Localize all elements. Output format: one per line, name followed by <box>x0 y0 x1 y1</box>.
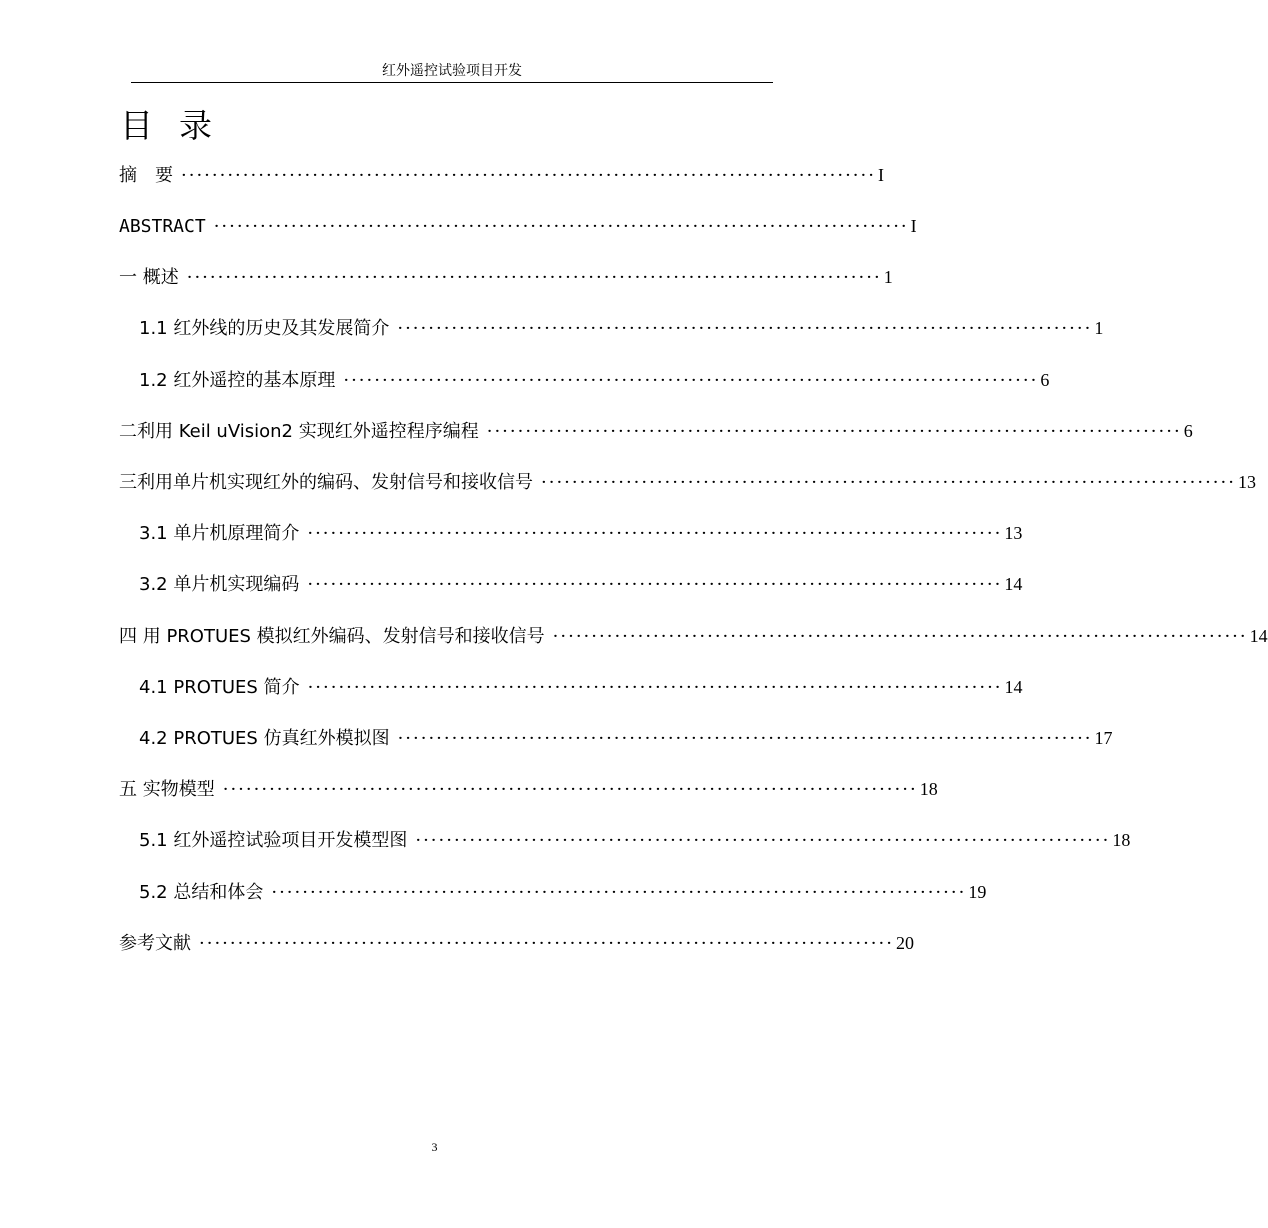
toc-entry-page: I <box>910 216 917 236</box>
toc-entry-label: 五 实物模型 <box>119 779 215 800</box>
toc-entry[interactable] <box>139 828 1131 852</box>
toc-entry-label: 1.1 红外线的历史及其发展简介 <box>139 318 390 339</box>
toc-entry-page: 1 <box>883 267 893 287</box>
toc-leader-dots: ·························································································· <box>552 626 1248 647</box>
toc-entry-label: 4.1 PROTUES 简介 <box>139 677 300 698</box>
toc-leader-dots: ·························································································· <box>307 574 1003 595</box>
toc-entry-page: I <box>877 165 884 185</box>
toc-entry-page: 13 <box>1004 523 1023 543</box>
toc-entry[interactable] <box>139 521 1023 545</box>
toc-entry-page: 18 <box>919 779 938 799</box>
toc-leader-dots: ·························································································· <box>186 267 882 288</box>
toc-entry-page: 19 <box>968 882 987 902</box>
toc-leader-dots: ·························································································· <box>486 421 1182 442</box>
toc-entry[interactable] <box>119 470 1256 494</box>
toc-entry[interactable] <box>139 880 987 904</box>
toc-entry[interactable] <box>139 572 1023 596</box>
toc-entry[interactable] <box>119 777 938 801</box>
toc-entry-label: 摘 要 <box>119 165 173 186</box>
toc-entry[interactable] <box>119 419 1193 443</box>
toc-entry[interactable] <box>119 624 1268 648</box>
toc-entry[interactable] <box>119 163 884 187</box>
toc-entry-page: 14 <box>1004 574 1023 594</box>
toc-heading: 目录 <box>120 106 238 145</box>
toc-leader-dots: ·························································································· <box>415 830 1111 851</box>
toc-entry-label: 4.2 PROTUES 仿真红外模拟图 <box>139 728 390 749</box>
toc-entry-page: 20 <box>895 933 914 953</box>
toc-entry-label: 一 概述 <box>119 267 179 288</box>
toc-entry-page: 14 <box>1249 626 1268 646</box>
toc-leader-dots: ·························································································· <box>271 882 967 903</box>
header-rule <box>131 82 773 83</box>
toc-entry[interactable] <box>139 675 1023 699</box>
toc-entry[interactable] <box>139 726 1113 750</box>
toc-entry-page: 14 <box>1004 677 1023 697</box>
toc-leader-dots: ·························································································· <box>541 472 1236 493</box>
toc-entry-label: 四 用 PROTUES 模拟红外编码、发射信号和接收信号 <box>119 626 545 647</box>
toc-entry-label: 3.1 单片机原理简介 <box>139 523 300 544</box>
toc-entry[interactable] <box>139 316 1104 340</box>
toc-leader-dots: ·························································································· <box>343 370 1039 391</box>
toc-entry-label: 参考文献 <box>119 933 191 954</box>
toc-entry[interactable] <box>119 265 893 289</box>
toc-entry-label: 二利用 Keil uVision2 实现红外遥控程序编程 <box>119 421 479 442</box>
toc-entry-page: 6 <box>1040 370 1050 390</box>
page-number: 3 <box>431 1140 438 1154</box>
toc-entry-page: 18 <box>1112 830 1131 850</box>
toc-entry-page: 6 <box>1183 421 1193 441</box>
toc-leader-dots: ·························································································· <box>222 779 918 800</box>
toc-entry[interactable] <box>139 368 1050 392</box>
toc-leader-dots: ·························································································· <box>199 933 894 954</box>
toc-leader-dots: ·························································································· <box>307 677 1003 698</box>
toc-entry-label: 1.2 红外遥控的基本原理 <box>139 370 336 391</box>
toc-entry-page: 13 <box>1237 472 1256 492</box>
toc-entry-label: 三利用单片机实现红外的编码、发射信号和接收信号 <box>119 472 533 493</box>
toc-entry[interactable] <box>119 214 917 238</box>
toc-entry-label: 5.2 总结和体会 <box>139 882 264 903</box>
toc-leader-dots: ·························································································· <box>307 523 1003 544</box>
running-header: 红外遥控试验项目开发 <box>382 63 522 79</box>
toc-entry-label: 5.1 红外遥控试验项目开发模型图 <box>139 830 408 851</box>
toc-entry-label: ABSTRACT <box>119 216 206 237</box>
toc-leader-dots: ·························································································· <box>397 728 1093 749</box>
toc-leader-dots: ·························································································· <box>397 318 1093 339</box>
toc-entry-label: 3.2 单片机实现编码 <box>139 574 300 595</box>
toc-leader-dots: ·························································································· <box>181 165 876 186</box>
toc-entry[interactable] <box>119 931 914 955</box>
toc-leader-dots: ·························································································· <box>213 216 909 237</box>
toc-entry-page: 1 <box>1094 318 1104 338</box>
toc-entry-page: 17 <box>1094 728 1113 748</box>
